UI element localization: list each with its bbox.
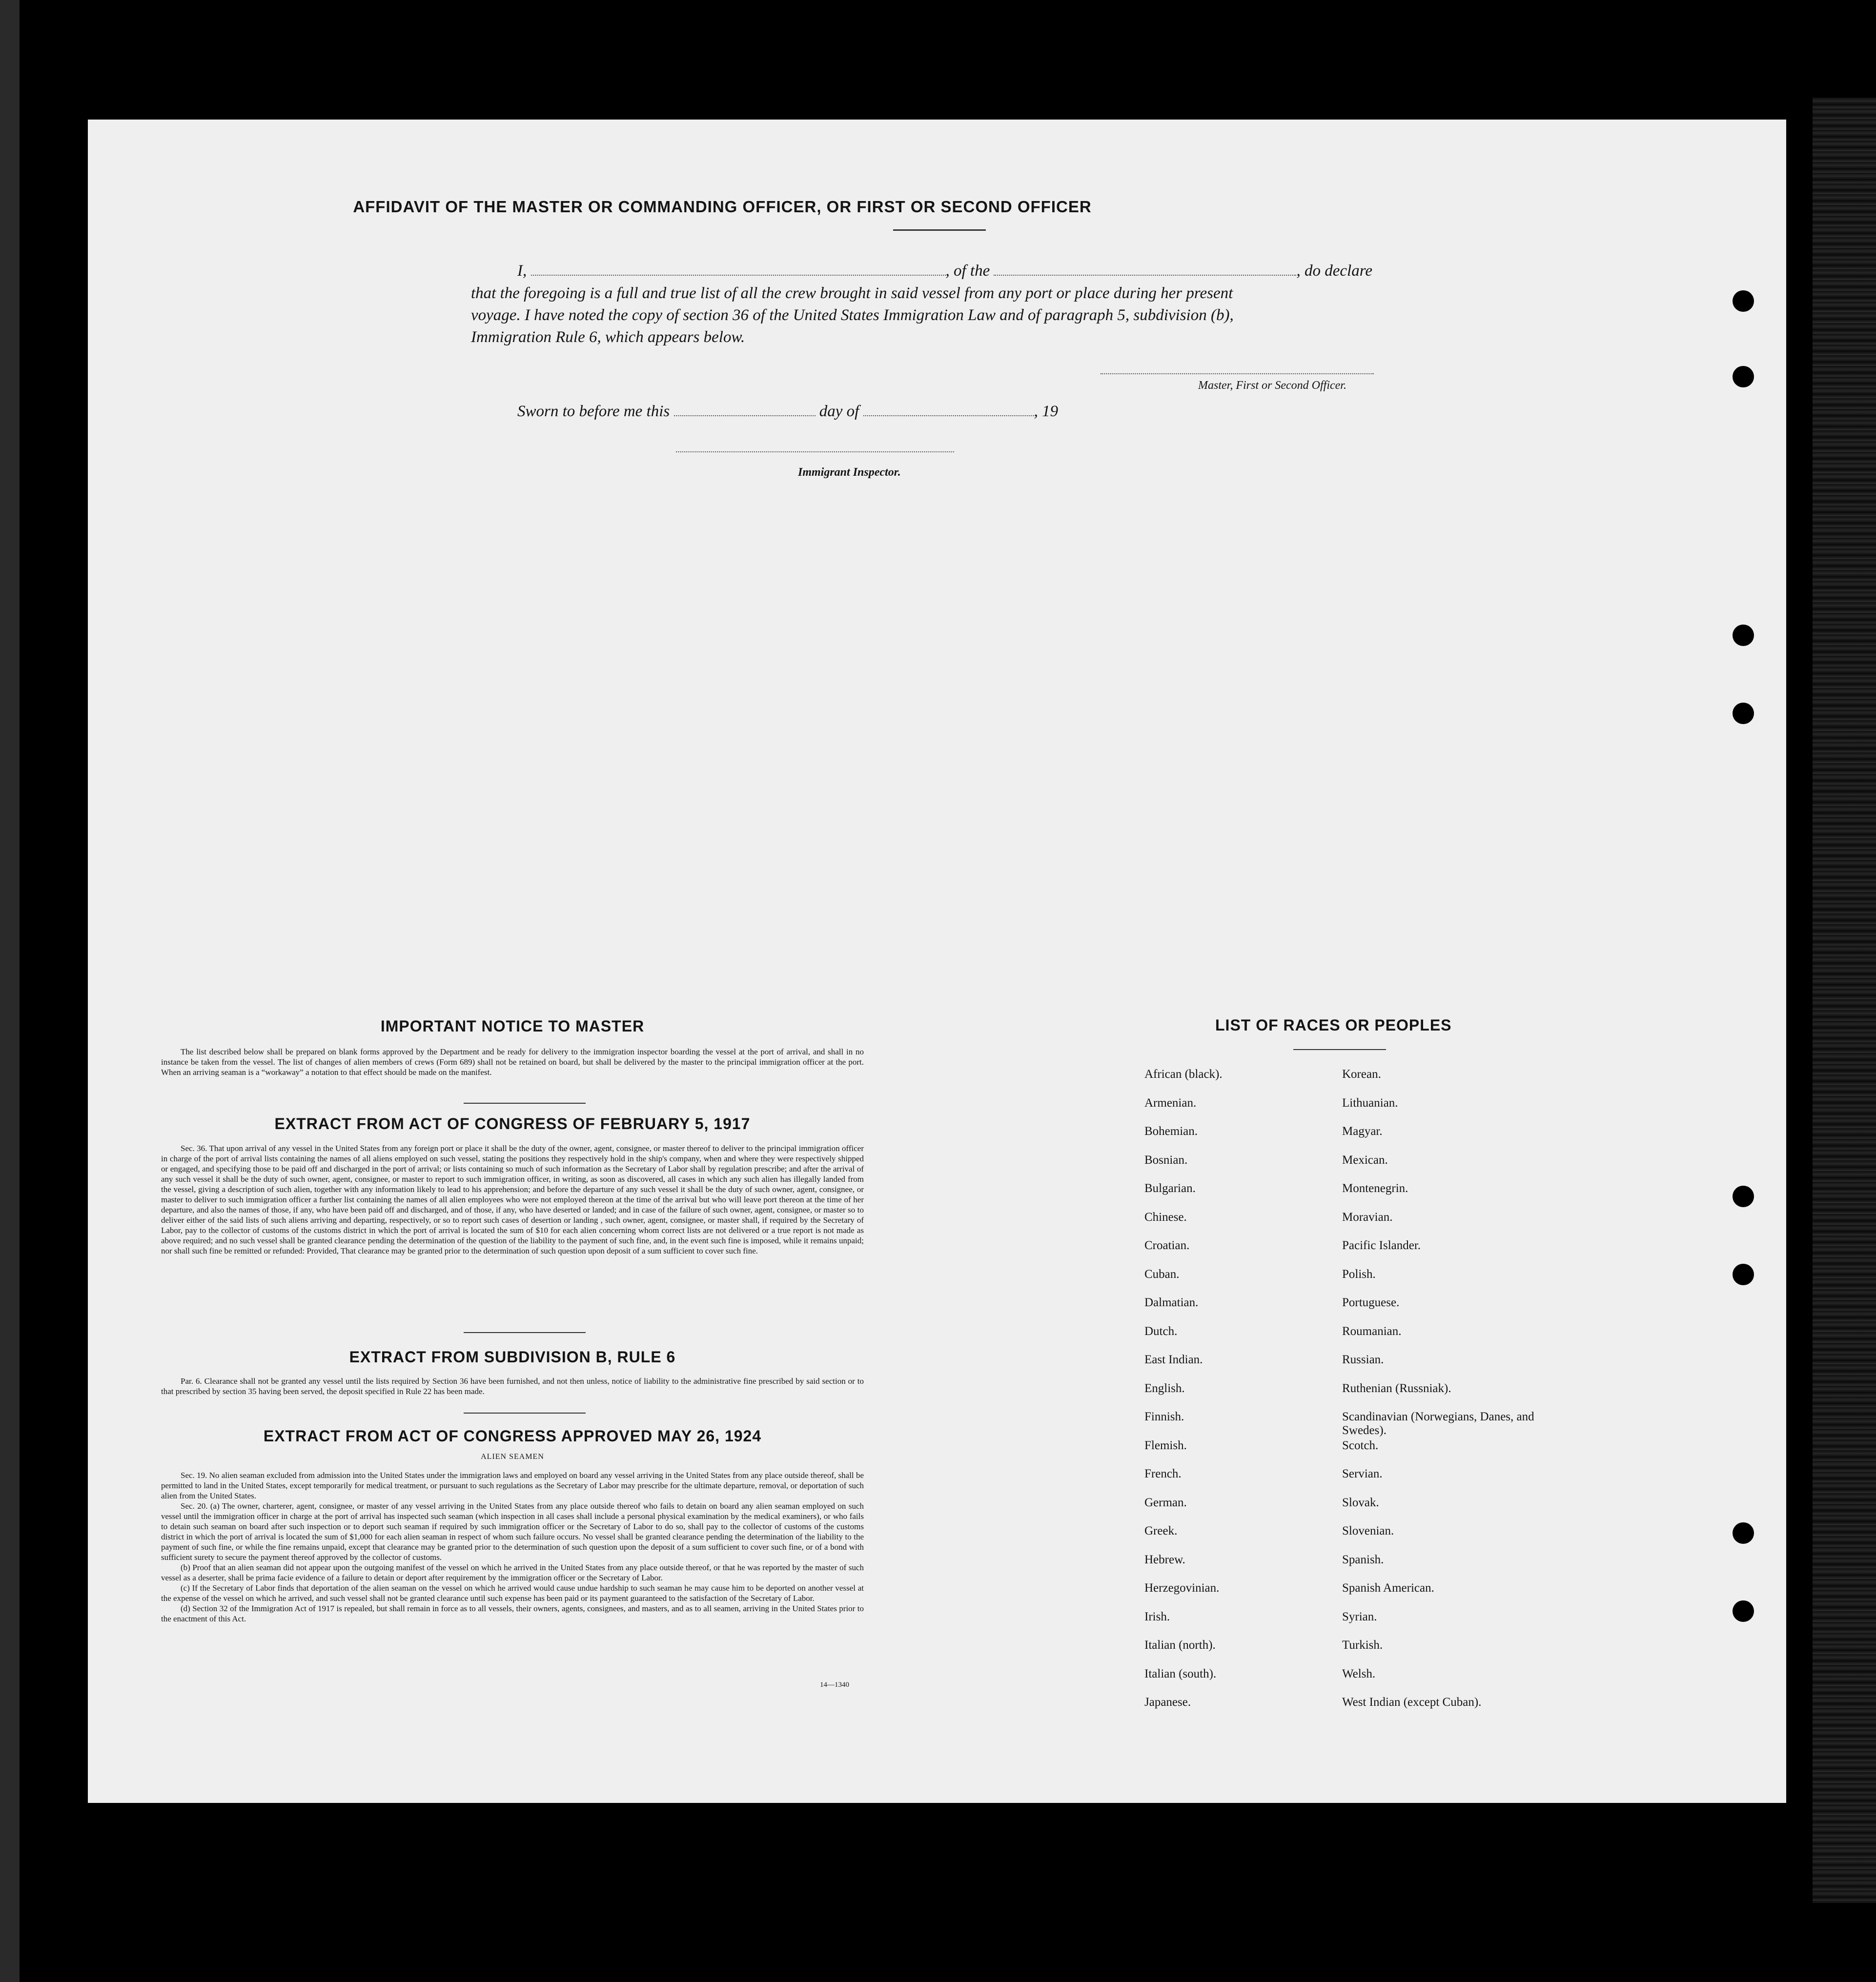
affidavit-line-1 <box>517 262 1372 280</box>
rule-6-divider <box>464 1413 586 1414</box>
master-signature-field[interactable] <box>1101 373 1374 374</box>
race-item: German. <box>1144 1496 1187 1509</box>
act-1924-sec-20c: (c) If the Secretary of Labor finds that deportation of the alien seaman on the vessel on which he arrived would cause undue hardship to such seaman he may cause him to be deported on another vessel at the expense of the vessel on which he arrived, and such vessel shall not be granted clearance until such expense has been paid or its payment guaranteed to the satisfaction of the Secretary of Labor. <box>161 1583 864 1603</box>
affidavit-title: AFFIDAVIT OF THE MASTER OR COMMANDING OFFICER, OR FIRST OR SECOND OFFICER <box>353 198 1092 216</box>
race-item: Russian. <box>1342 1353 1384 1366</box>
race-item: West Indian (except Cuban). <box>1342 1696 1482 1709</box>
act-1924-sec-19: Sec. 19. No alien seaman excluded from admission into the United States under the immigration laws and employed on board any vessel arriving in the United States from any place outside thereof, shall be permitted to land in the United States, except temporarily for medical treatment, or pursuant to such regulations as the Secretary of Labor may prescribe for the ultimate departure, removal, or deportation of such alien from the United States. <box>161 1471 864 1500</box>
race-item: Italian (south). <box>1144 1667 1217 1680</box>
title-divider <box>893 229 986 231</box>
race-item: Pacific Islander. <box>1342 1239 1421 1252</box>
race-item: East Indian. <box>1144 1353 1203 1366</box>
race-item: Welsh. <box>1342 1667 1376 1680</box>
punch-hole <box>1733 1600 1754 1622</box>
races-divider <box>1293 1049 1386 1050</box>
race-item: French. <box>1144 1467 1182 1480</box>
race-item: Ruthenian (Russniak). <box>1342 1381 1451 1395</box>
race-item: Armenian. <box>1144 1096 1197 1110</box>
race-item: Cuban. <box>1144 1267 1180 1281</box>
race-item: African (black). <box>1144 1068 1223 1081</box>
sworn-day-field[interactable] <box>674 415 816 416</box>
race-item: Finnish. <box>1144 1410 1184 1423</box>
race-item: Dutch. <box>1144 1324 1178 1338</box>
race-item: Polish. <box>1342 1267 1376 1281</box>
act-1924-sec-20a: Sec. 20. (a) The owner, charterer, agent, consignee, or master of any vessel arriving in the United States from any place outside thereof who fails to detain on board any alien seaman employed on such vessel until the immigration officer in charge at the port of arrival has inspected such seaman (which inspection in all cases shall include a personal physical examination by the medical examiners), or who fails to detain such seaman on board after such inspection or to deport such seaman if required by such immigration officer or the Secretary of Labor to do so, shall pay to the collector of customs of the customs district in which the port of arrival is located the sum of $1,000 for each alien seaman in respect of whom such failure occurs. No vessel shall be granted clearance pending the determination of the liability to the payment of such fine, or while the fine remains unpaid, except that clearance may be granted prior to the determination of such question upon the deposit of a sum sufficient to cover such fine, or of a bond with sufficient surety to secure the payment thereof approved by the collector of customs. <box>161 1501 864 1562</box>
sworn-month-field[interactable] <box>863 415 1034 416</box>
declarant-label: I, <box>517 262 527 280</box>
race-item: Slovak. <box>1342 1496 1379 1509</box>
race-item: Moravian. <box>1342 1210 1393 1224</box>
punch-hole <box>1733 1264 1754 1285</box>
race-item: Bulgarian. <box>1144 1182 1196 1195</box>
affidavit-line-4: Immigration Rule 6, which appears below. <box>471 328 745 346</box>
race-item: Korean. <box>1342 1068 1381 1081</box>
race-item: Turkish. <box>1342 1638 1383 1652</box>
scan-border-right <box>1813 98 1876 1903</box>
master-caption: Master, First or Second Officer. <box>1198 379 1346 392</box>
scan-border-left <box>0 0 20 1982</box>
affidavit-line-2: that the foregoing is a full and true list of all the crew brought in said vessel from any port or place during her present <box>471 284 1233 302</box>
race-item: Irish. <box>1144 1610 1170 1623</box>
day-of-label: day of <box>819 403 859 420</box>
act-1924-sec-20b: (b) Proof that an alien seaman did not appear upon the outgoing manifest of the vessel on which he arrived in the United States from any place outside thereof, or that he was reported by the master of such vessel as a deserter, shall be prima facie evidence of a failure to detain or deport after requirement by the immigration officer or the Secretary of Labor. <box>161 1563 864 1582</box>
race-item: English. <box>1144 1381 1185 1395</box>
sworn-line <box>517 403 1058 421</box>
punch-hole <box>1733 290 1754 312</box>
race-item: Magyar. <box>1342 1125 1383 1138</box>
punch-hole <box>1733 1522 1754 1544</box>
race-item: Scandinavian (Norwegians, Danes, and Swedes). <box>1342 1410 1534 1437</box>
affidavit-line-3: voyage. I have noted the copy of section 36 of the United States Immigration Law and of paragraph 5, subdivision (b), <box>471 306 1234 324</box>
punch-hole <box>1733 703 1754 724</box>
vessel-label: , of the <box>945 262 990 280</box>
race-item: Croatian. <box>1144 1239 1190 1252</box>
notice-body: The list described below shall be prepared on blank forms approved by the Department and be ready for delivery to the immigration inspector boarding the vessel at the port of arrival, and shall in no instance be taken from the vessel. The list of changes of alien members of crews (Form 689) shall not be retained on board, but shall be delivered by the master to the principal immigration officer at the port. When an arriving seaman is a “workaway” a notation to that effect should be made on the manifest. <box>161 1047 864 1077</box>
inspector-signature-field[interactable] <box>676 451 954 452</box>
act-1917-divider <box>464 1332 586 1333</box>
race-item: Montenegrin. <box>1342 1182 1408 1195</box>
rule-6-title: EXTRACT FROM SUBDIVISION B, RULE 6 <box>349 1348 676 1366</box>
race-item: Spanish. <box>1342 1553 1384 1566</box>
race-item: Italian (north). <box>1144 1638 1216 1652</box>
race-item: Flemish. <box>1144 1438 1187 1452</box>
inspector-caption: Immigrant Inspector. <box>798 466 901 479</box>
declarant-name-field[interactable] <box>531 275 946 276</box>
races-title: LIST OF RACES OR PEOPLES <box>1215 1016 1452 1034</box>
race-item: Japanese. <box>1144 1696 1191 1709</box>
race-item: Bohemian. <box>1144 1125 1198 1138</box>
act-1924-title: EXTRACT FROM ACT OF CONGRESS APPROVED MAY 26, 1924 <box>263 1427 762 1445</box>
race-item: Mexican. <box>1342 1153 1388 1167</box>
punch-hole <box>1733 366 1754 387</box>
race-item: Servian. <box>1342 1467 1383 1480</box>
race-item: Dalmatian. <box>1144 1296 1199 1309</box>
document-page <box>88 120 1786 1803</box>
race-item: Slovenian. <box>1342 1524 1394 1537</box>
declare-label: , do declare <box>1296 262 1372 280</box>
race-item: Lithuanian. <box>1342 1096 1398 1110</box>
race-item: Hebrew. <box>1144 1553 1185 1566</box>
act-1917-title: EXTRACT FROM ACT OF CONGRESS OF FEBRUARY 5, 1917 <box>274 1115 751 1133</box>
rule-6-body: Par. 6. Clearance shall not be granted any vessel until the lists required by Section 36 have been furnished, and not then unless, notice of liability to the administrative fine prescribed by said section or to that prescribed by section 35 having been served, the deposit specified in Rule 22 has been made. <box>161 1376 864 1396</box>
vessel-name-field[interactable] <box>994 275 1296 276</box>
act-1917-body: Sec. 36. That upon arrival of any vessel in the United States from any foreign port or place it shall be the duty of the owner, agent, consignee, or master thereof to deliver to the principal immigration officer in charge of the port of arrival lists containing the names of all aliens employed on such vessel, stating the positions they respectively hold in the ship's company, when and where they were respectively shipped or engaged, and specifying those to be paid off and discharged in the port of arrival; or lists containing so much of such information as the Secretary of Labor shall by regulation prescribe; and after the arrival of any such vessel it shall be the duty of such owner, agent, consignee, or master to report to such immigration officer, in writing, as soon as discovered, all cases in which any such alien has illegally landed from the vessel, giving a description of such alien, together with any information likely to lead to his apprehension; and before the departure of any such vessel it shall be the duty of such owner, agent, consignee, or master to deliver to such immigration officer a further list containing the names of all alien employees who were not employed thereon at the time of the arrival but who will leave port thereon at the time of her departure, and also the names of those, if any, who have been paid off and discharged, and of those, if any, who have deserted or landed; and in case of the failure of such owner, agent, consignee, or master so to deliver either of the said lists of such aliens arriving and departing, respectively, or so to report such cases of desertion or landing , such owner, agent, consignee, or master shall, if required by the Secretary of Labor, pay to the collector of customs of the customs district in which the port of arrival is located the sum of $10 for each alien concerning whom correct lists are not delivered or a true report is not made as above required; and no such vessel shall be granted clearance pending the determination of the question of the liability to the payment of such fine, and, in the event such fine is imposed, while it remains unpaid; nor shall such fine be remitted or refunded: Provided, That clearance may be granted prior to the determination of such question upon deposit of a sum sufficient to cover such fine. <box>161 1144 864 1255</box>
notice-title: IMPORTANT NOTICE TO MASTER <box>380 1017 645 1035</box>
punch-hole <box>1733 625 1754 646</box>
race-item: Chinese. <box>1144 1210 1187 1224</box>
year-label: , 19 <box>1034 403 1059 420</box>
race-item: Bosnian. <box>1144 1153 1188 1167</box>
race-item: Scotch. <box>1342 1438 1379 1452</box>
race-item: Herzegovinian. <box>1144 1581 1220 1595</box>
act-1924-body <box>161 1470 864 1624</box>
race-item: Roumanian. <box>1342 1324 1402 1338</box>
race-item: Greek. <box>1144 1524 1178 1537</box>
sworn-label: Sworn to before me this <box>517 403 670 420</box>
race-item: Portuguese. <box>1342 1296 1400 1309</box>
alien-seamen-heading: ALIEN SEAMEN <box>481 1453 544 1461</box>
race-item: Spanish American. <box>1342 1581 1434 1595</box>
form-number: 14—1340 <box>820 1681 849 1689</box>
act-1924-sec-20d: (d) Section 32 of the Immigration Act of 1917 is repealed, but shall remain in force as to all vessels, their owners, agents, consignees, and masters, and as to all seamen, arriving in the United States prior to the enactment of this Act. <box>161 1604 864 1623</box>
punch-hole <box>1733 1186 1754 1207</box>
race-item: Syrian. <box>1342 1610 1377 1623</box>
notice-divider <box>464 1103 586 1104</box>
